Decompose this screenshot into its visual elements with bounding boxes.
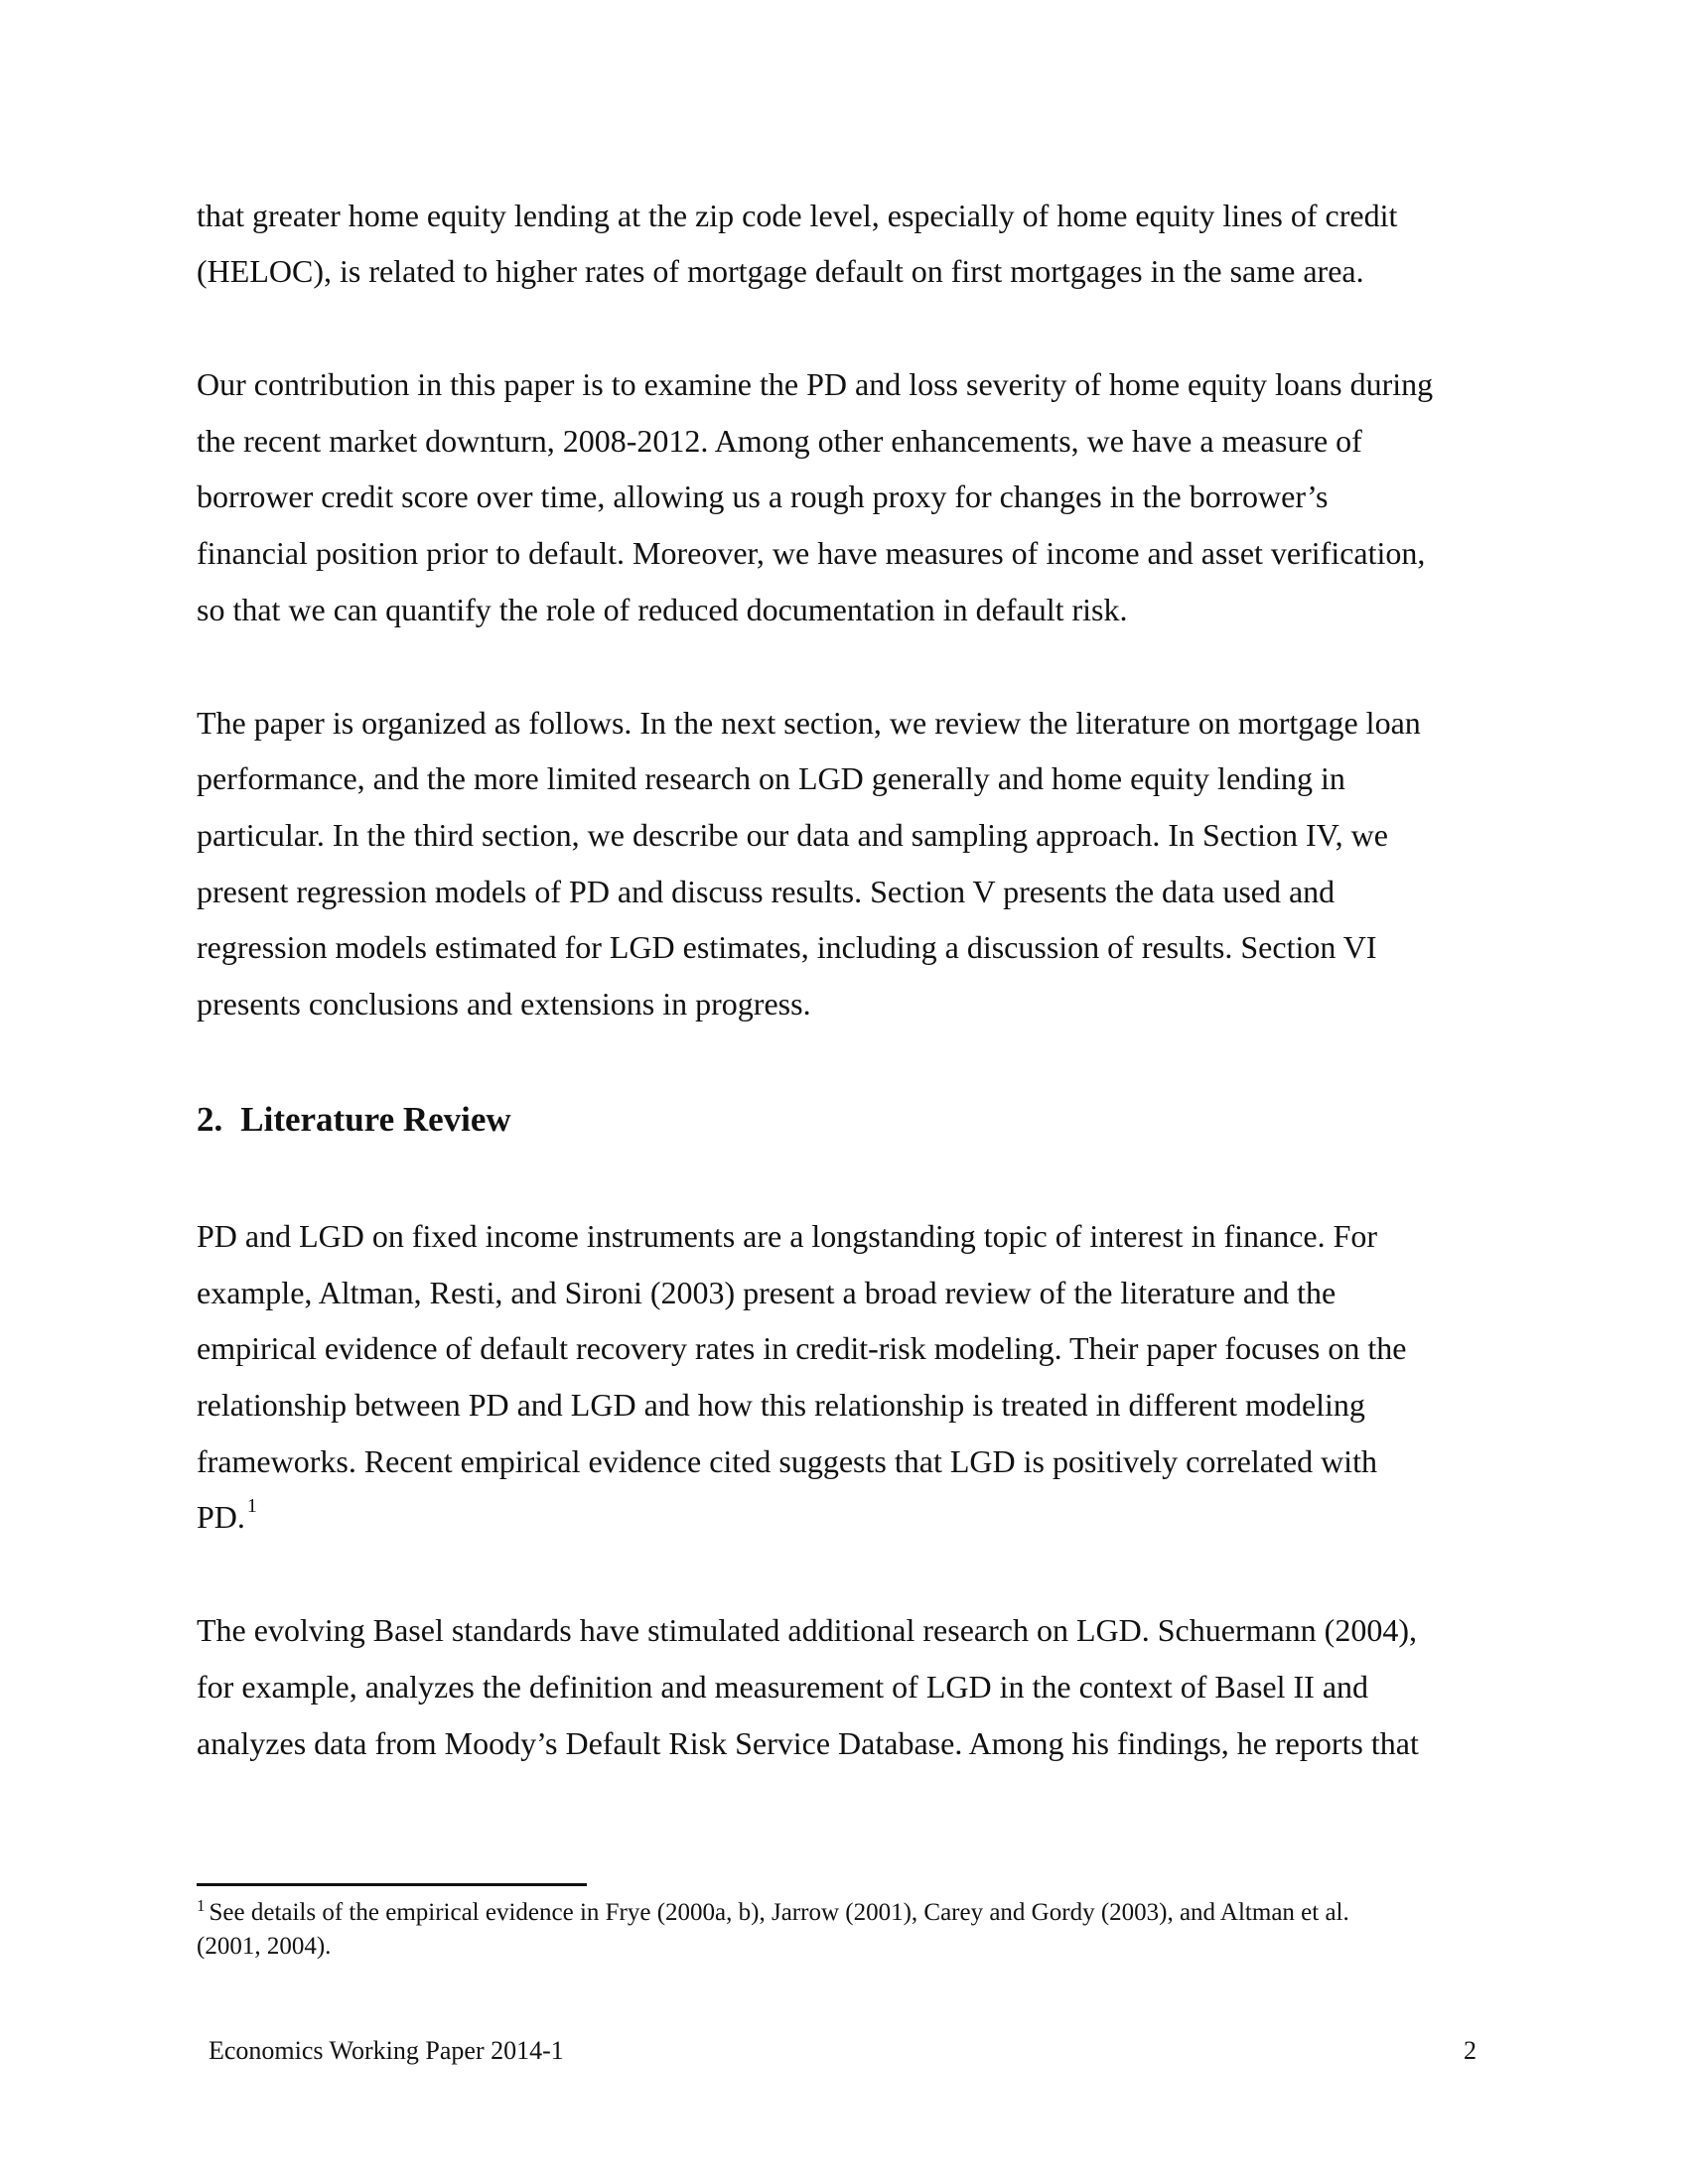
text-line: PD and LGD on fixed income instruments are a longstanding topic of interest in finance. For (197, 1218, 1378, 1254)
text-line: relationship between PD and LGD and how this relationship is treated in different modeling (197, 1387, 1365, 1423)
footnote-reference[interactable]: 1 (246, 1495, 257, 1517)
text-line: for example, analyzes the definition and measurement of LGD in the context of Basel II and (197, 1669, 1369, 1705)
footnote-separator (197, 1883, 587, 1886)
text-line: borrower credit score over time, allowing us a rough proxy for changes in the borrower’s (197, 478, 1329, 514)
text-line: presents conclusions and extensions in progress. (197, 986, 811, 1022)
section-heading (197, 1100, 511, 1140)
text-line: analyzes data from Moody’s Default Risk Service Database. Among his findings, he reports that (197, 1725, 1419, 1761)
footnote-marker: 1 (197, 1896, 206, 1915)
text-line: that greater home equity lending at the zip code level, especially of home equity lines of credit (197, 198, 1398, 233)
text-line: frameworks. Recent empirical evidence cited suggests that LGD is positively correlated with (197, 1443, 1377, 1479)
text-line: regression models estimated for LGD estimates, including a discussion of results. Section VI (197, 929, 1377, 965)
text-line: the recent market downturn, 2008-2012. Among other enhancements, we have a measure of (197, 423, 1362, 459)
text-line: particular. In the third section, we describe our data and sampling approach. In Section IV, we (197, 817, 1388, 853)
footnote-line: (2001, 2004). (197, 1933, 332, 1960)
text-line: example, Altman, Resti, and Sironi (2003) present a broad review of the literature and the (197, 1275, 1336, 1310)
text-line: financial position prior to default. Moreover, we have measures of income and asset verification, (197, 535, 1426, 571)
text-line: empirical evidence of default recovery rates in credit-risk modeling. Their paper focuses on the (197, 1330, 1407, 1366)
section-title: Literature Review (240, 1100, 511, 1139)
footnote-text: See details of the empirical evidence in Frye (2000a, b), Jarrow (2001), Carey and Gordy (2003), and Altman et al. (209, 1899, 1349, 1926)
text-line: The evolving Basel standards have stimulated additional research on LGD. Schuermann (2004), (197, 1612, 1417, 1648)
text-line: performance, and the more limited research on LGD generally and home equity lending in (197, 760, 1345, 796)
page-number: 2 (1464, 2036, 1477, 2065)
text-fragment: PD. (197, 1499, 245, 1535)
footer-series: Economics Working Paper 2014-1 (209, 2036, 564, 2065)
text-line: present regression models of PD and discuss results. Section V presents the data used and (197, 874, 1336, 909)
section-number: 2. (197, 1100, 223, 1139)
text-line: (HELOC), is related to higher rates of mortgage default on first mortgages in the same area. (197, 253, 1364, 289)
text-line: The paper is organized as follows. In the next section, we review the literature on mortgage loan (197, 705, 1421, 741)
footnote-line (197, 1898, 1349, 1930)
text-line: so that we can quantify the role of reduced documentation in default risk. (197, 592, 1128, 627)
text-line: Our contribution in this paper is to examine the PD and loss severity of home equity loans during (197, 366, 1434, 402)
text-line (197, 1497, 257, 1542)
